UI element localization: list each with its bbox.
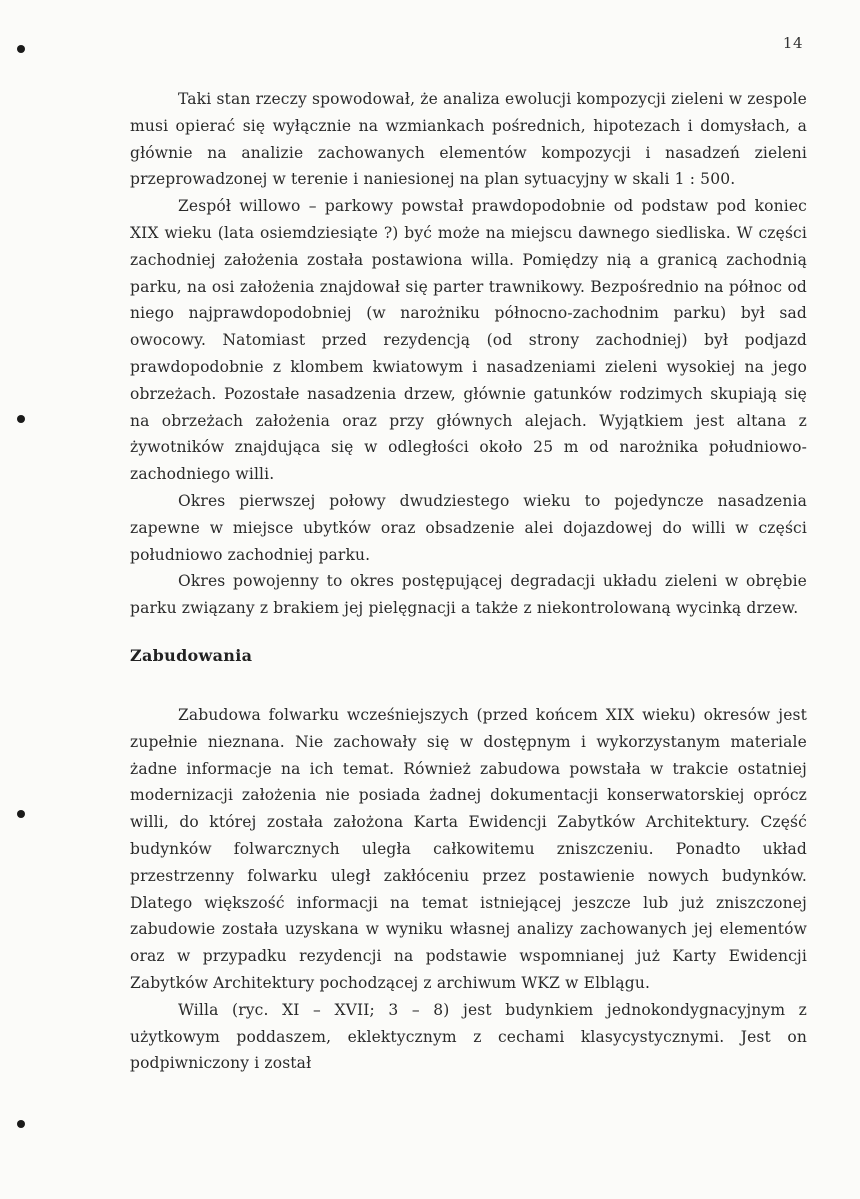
section-spacer [130, 669, 807, 702]
binder-hole-4 [17, 1120, 25, 1128]
paragraph-6: Willa (ryc. XI – XVII; 3 – 8) jest budynkiem jednokondygnacyjnym z użytkowym poddaszem, eklektycznym z cechami klasycystycznymi. Jest on podpiwniczony i został [130, 1000, 807, 1073]
document-body [130, 86, 807, 1077]
page-number: 14 [782, 34, 803, 52]
paragraph-1: Taki stan rzeczy spowodował, że analiza ewolucji kompozycji zieleni w zespole musi opierać się wyłącznie na wzmiankach pośrednich, hipotezach i domysłach, a głównie na analizie zachowanych elementów kompozycji i nasadzeń zieleni przeprowadzonej w terenie i naniesionej na plan sytuacyjny w skali 1 : 500. [130, 90, 807, 189]
paragraph-2: Zespół willowo – parkowy powstał prawdopodobnie od podstaw pod koniec XIX wieku (lata osiemdziesiąte ?) być może na miejscu dawnego siedliska. W części zachodniej założenia została postawiona willa. Pomiędzy nią a granicą zachodnią parku, na osi założenia znajdował się parter trawnikowy. Bezpośrednio na północ od niego najprawdopodobniej (w narożniku północno-zachodnim parku) był sad owocowy. Natomiast przed rezydencją (od strony zachodniej) był podjazd prawdopodobnie z klombem kwiatowym i nasadzeniami zieleni wysokiej na jego obrzeżach. Pozostałe nasadzenia drzew, głównie gatunków rodzimych skupiają się na obrzeżach założenia oraz przy głównych alejach. Wyjątkiem jest altana z żywotników znajdująca się w odległości około 25 m od narożnika południowo-zachodniego willi. [130, 197, 807, 484]
binder-hole-3 [17, 810, 25, 818]
paragraph-5: Zabudowa folwarku wcześniejszych (przed końcem XIX wieku) okresów jest zupełnie nieznana. Nie zachowały się w dostępnym i wykorzystanym materiale żadne informacje na ich temat. Również zabudowa powstała w trakcie ostatniej modernizacji założenia nie posiada żadnej dokumentacji konserwatorskiej oprócz willi, do której została założona Karta Ewidencji Zabytków Architektury. Część budynków folwarcznych uległa całkowitemu zniszczeniu. Ponadto układ przestrzenny folwarku uległ zakłóceniu przez postawienie nowych budynków. Dlatego większość informacji na temat istniejącej jeszcze lub już zniszczonej zabudowie została uzyskana w wyniku własnej analizy zachowanych jej elementów oraz w przypadku rezydencji na podstawie wspomnianej już Karty Ewidencji Zabytków Architektury pochodzącej z archiwum WKZ w Elblągu. [130, 705, 807, 992]
paragraph-4: Okres powojenny to okres postępującej degradacji układu zieleni w obrębie parku związany z brakiem jej pielęgnacji a także z niekontrolowaną wycinką drzew. [130, 572, 807, 618]
binder-hole-2 [17, 415, 25, 423]
paragraph-3: Okres pierwszej połowy dwudziestego wieku to pojedyncze nasadzenia zapewne w miejsce ubytków oraz obsadzenie alei dojazdowej do willi w części południowo zachodniej parku. [130, 491, 807, 564]
section-heading-zabudowania: Zabudowania [130, 645, 253, 665]
binder-hole-1 [17, 45, 25, 53]
